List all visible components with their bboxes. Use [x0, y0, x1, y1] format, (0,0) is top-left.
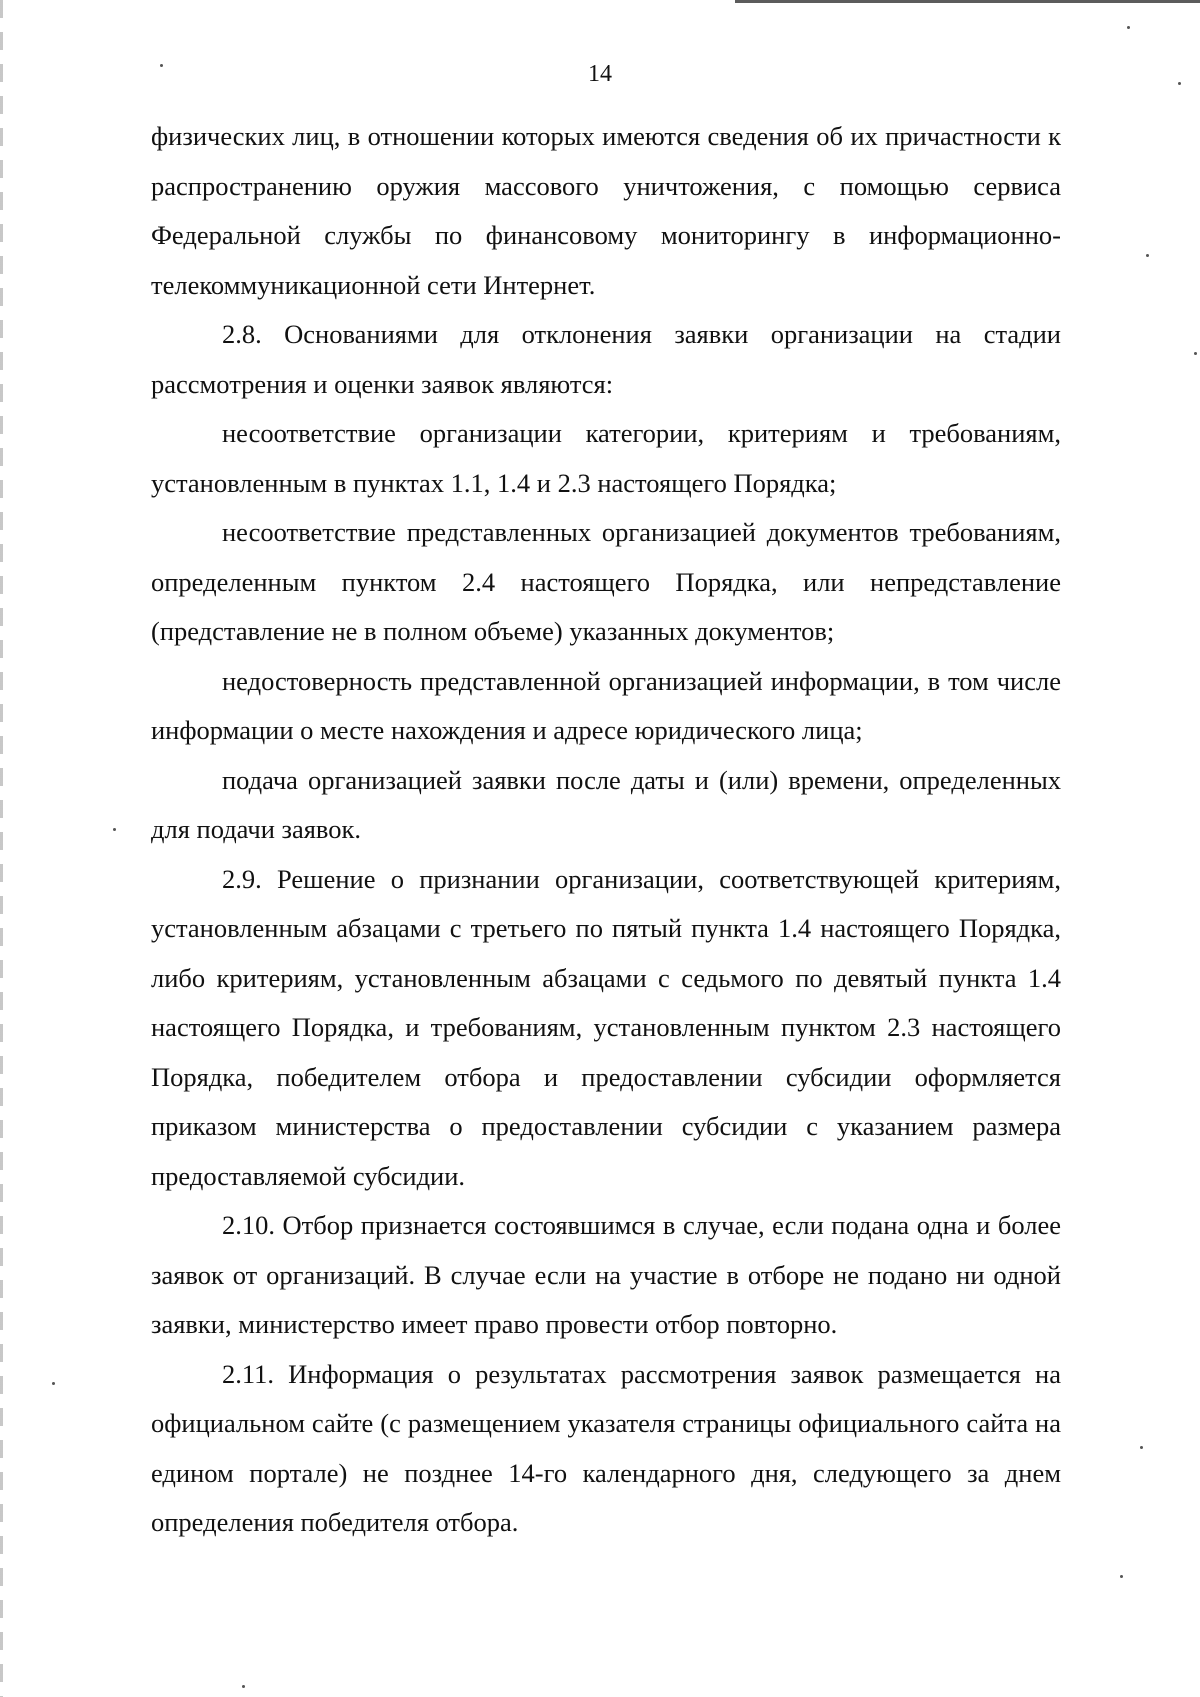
paragraph-2-8-item-3: недостоверность представленной организацией информации, в том числе информации о месте нахождения и адресе юридического лица; [151, 665, 1061, 745]
document-body [151, 112, 1061, 1548]
scan-speck [1194, 352, 1197, 355]
scan-speck [160, 64, 163, 67]
paragraph-2-8-item-1: несоответствие организации категории, критериям и требованиям, установленным в пунктах 1.1, 1.4 и 2.3 настоящего Порядка; [151, 418, 1061, 498]
scan-edge-left [0, 0, 3, 1697]
scan-speck [113, 828, 116, 831]
scan-speck [1120, 1575, 1123, 1578]
paragraph-2-9: 2.9. Решение о признании организации, соответствующей критериям, установленным абзацами с третьего по пятый пункта 1.4 настоящего Порядка, либо критериям, установленным абзацами с седьмого по девятый пункта 1.4 настоящего Порядка, и требованиям, установленным пунктом 2.3 настоящего Порядка, победителем отбора и предоставлении субсидии оформляется приказом министерства о предоставлении субсидии с указанием размера предоставляемой субсидии. [151, 863, 1061, 1191]
paragraph-2-10: 2.10. Отбор признается состоявшимся в случае, если подана одна и более заявок от организаций. В случае если на участие в отборе не подано ни одной заявки, министерство имеет право провести отбор повторно. [151, 1210, 1061, 1339]
paragraph-continuation: физических лиц, в отношении которых имеются сведения об их причастности к распространению оружия массового уничтожения, с помощью сервиса Федеральной службы по финансовому мониторингу в информационно-телекоммуникационной сети Интернет. [151, 121, 1061, 300]
scan-speck [52, 1382, 55, 1385]
page-number: 14 [588, 61, 612, 87]
paragraph-2-11: 2.11. Информация о результатах рассмотрения заявок размещается на официальном сайте (с размещением указателя страницы официального сайта на едином портале) не позднее 14-го календарного дня, следующего за днем определения победителя отбора. [151, 1358, 1061, 1537]
paragraph-2-8-item-4: подача организацией заявки после даты и (или) времени, определенных для подачи заявок. [151, 764, 1061, 844]
scan-speck [242, 1685, 245, 1688]
paragraph-2-8: 2.8. Основаниями для отклонения заявки организации на стадии рассмотрения и оценки заявок являются: [151, 319, 1061, 399]
scan-speck [1178, 82, 1181, 85]
scan-speck [1127, 26, 1130, 29]
scan-speck [1146, 254, 1149, 257]
scan-speck [1140, 1446, 1143, 1449]
scan-edge-top [735, 0, 1200, 3]
paragraph-2-8-item-2: несоответствие представленных организацией документов требованиям, определенным пунктом 2.4 настоящего Порядка, или непредставление (представление не в полном объеме) указанных документов; [151, 517, 1061, 646]
